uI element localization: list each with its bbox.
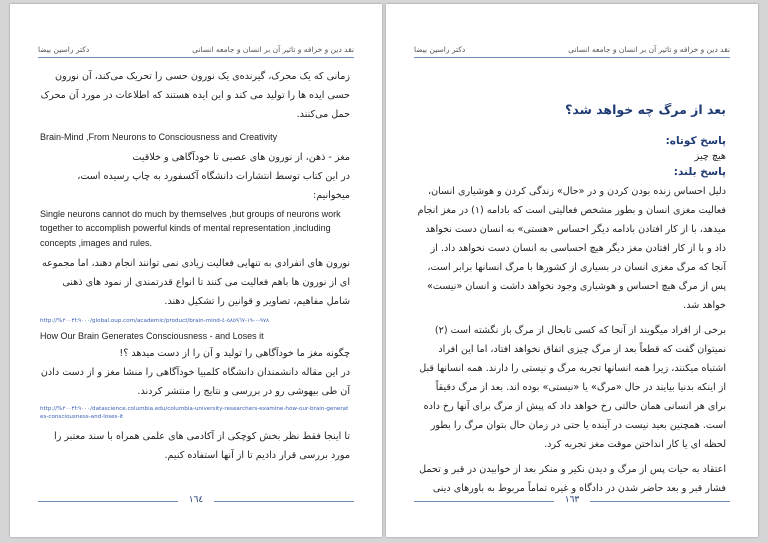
paragraph: تا اینجا فقط نظر بخش کوچکی از آکادمی های علمی همراه با سند معتبر را مورد بررسی قرار دادیم تا از آنها استفاده کنیم. — [54, 430, 350, 461]
page-footer — [414, 495, 730, 507]
long-answer-label: پاسخ بلند: — [673, 166, 726, 178]
header-title: نقد دین و خرافه و تاثیر آن بر انسان و جامعه انسانی — [568, 45, 730, 54]
paragraph: نورون های انفرادی به تنهایی فعالیت زیادی نمی توانند انجام دهند، اما مجموعه ای از نورون ها باهم فعالیت می کنند تا انواع قدرتمندی از نمود های ذهنی شامل مفاهیم، تصاویر و قوانین را تشکیل دهند. — [41, 258, 350, 307]
right-page — [386, 4, 758, 537]
left-page-body — [40, 67, 350, 465]
paragraph: در این مقاله دانشمندان دانشگاه کلمبیا خودآگاهی را منشا مغز و از دست دادن آن طی بیهوشی رو در بررسی و نتایج را منتشر کردند. — [40, 366, 350, 397]
paragraph: در این کتاب توسط انتشارات دانشگاه آکسفورد به چاپ رسیده است، میخوانیم: — [77, 170, 350, 201]
header-author: دکتر راسین بیضا — [414, 45, 466, 54]
page-header — [414, 43, 730, 58]
short-answer-text: هیچ چیز — [694, 151, 726, 162]
english-title: Brain-Mind ,From Neurons to Consciousness and Creativity — [40, 132, 278, 142]
paragraph: مغز - ذهن، از نورون های عصبی تا خودآگاهی و خلاقیت — [132, 151, 350, 163]
left-page — [10, 4, 382, 537]
english-title: How Our Brain Generates Consciousness - and Loses it — [40, 331, 264, 341]
page-footer — [38, 495, 354, 507]
paragraph: اعتقاد به حیات پس از مرگ و دیدن نکیر و منکر بعد از خوابیدن در قبر و تحمل فشار قبر و بعد حاضر شدن در دادگاه و غیره تماماً مربوط به باورهای دینی — [419, 464, 726, 494]
page-number: ١٦٣ — [564, 495, 580, 505]
english-quote: Single neurons cannot do much by themselves ,but groups of neurons work together to accomplish powerful kinds of mental representation ,including concepts ,images and rules. — [40, 208, 341, 248]
header-author: دکتر راسین بیضا — [38, 45, 90, 54]
paragraph: دلیل احساس زنده بودن کردن و در «حال» زندگی کردن و هوشیاری انسان، فعالیت مغزی انسان و بطور مشخص فعالیتی است که بادامه (۱) در مغز انجام میدهد، با از کار افتادن بادامه دیگر احساس «هستی» به انسان دست نخواهد داد و با از کار افتادن مغز دیگر هیچ احساسی به انسان دست نخواهد داد. از آنجا که مرگ مغزی انسان در بسیاری از کشورها با مرگ انسانها برابر است، پس از مرگ هیچ احساس و هوشیاری وجود نخواهد داشت و انسان «نیست» خواهد شد. — [417, 186, 726, 311]
page-number: ١٦٤ — [188, 495, 204, 505]
paragraph: برخی از افراد میگویند از آنجا که کسی تابحال از مرگ باز نگشته است (۲) نمیتوان گفت که قطعاً بعد از مرگ چیزی اتفاق نخواهد افتاد، اما این افراد اشتباه میکنند، زیرا همه انسانها تجربه مرگ و نیستی را دارند. همه انسانها قبل از اینکه بدنیا بیایند در حال «مرگ» یا «نیستی» بوده اند. بعد از مرگ دقیقاً برای هر انسانی همان حالتی رخ خواهد داد که پیش از مرگ برای آنها رخ داده است. همچنین بعید نیست در آینده یا حتی در زمان حال بتوان مرگ را بطور لحظه ای یا کار انداختن موقت مغز تجربه کرد. — [419, 325, 726, 450]
header-title: نقد دین و خرافه و تاثیر آن بر انسان و جامعه انسانی — [192, 45, 354, 54]
reference-link[interactable]: http://%۲۰۰۴f:٩٠٠٠/datascience.columbia.edu/columbia-university-researchers-examine-how-our-brain-generates-consciousness-and-loses-it — [40, 405, 349, 420]
chapter-heading: بعد از مرگ چه خواهد شد؟ — [565, 102, 726, 117]
paragraph: زمانی که یک محرک، گیرنده‌ی یک نورون حسی را تحریک می‌کند، آن نورون حسی ایده ها را تولید می کند و این ایده هستند که اطلاعات در مورد آن محرک حمل می‌کنند. — [40, 71, 350, 120]
short-answer-label: پاسخ کوتاه: — [665, 135, 726, 147]
page-header — [38, 43, 354, 58]
right-page-body — [416, 102, 726, 498]
paragraph: چگونه مغز ما خودآگاهی را تولید و آن را از دست میدهد ؟! — [119, 347, 350, 359]
reference-link[interactable]: http://%۲۰۰۴f:٩٠٠٠/global.oup.com/academic/product/brain-mind-٩٧٨-٠-١٩-٥٨٥٩٦٧-٤ — [40, 318, 270, 324]
